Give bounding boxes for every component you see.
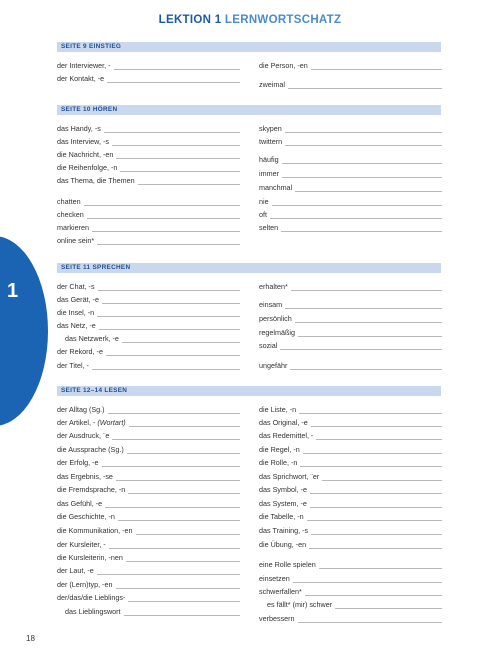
vocab-entry: das Ergebnis, -se: [57, 472, 240, 481]
vocab-entry: verbessern: [259, 614, 442, 623]
vocabulary-label: LERNWORTSCHATZ: [224, 14, 342, 26]
vocab-entry: die Regel, -n: [259, 445, 442, 454]
vocab-entry: das Original, -e: [259, 418, 442, 427]
vocab-entry: nie: [259, 197, 442, 206]
vocab-entry: die Rolle, -n: [259, 458, 442, 467]
section-heading: SEITE 10 HÖREN: [57, 105, 441, 115]
vocab-entry: einsam: [259, 300, 442, 309]
vocab-entry: der Kursleiter, -: [57, 540, 240, 549]
vocab-entry: chatten: [57, 197, 240, 206]
vocab-entry: sozial: [259, 341, 442, 350]
vocab-entry: der Interviewer, -: [57, 61, 240, 70]
vocab-entry: der Laut, -e: [57, 566, 240, 575]
vocab-entry: der (Lern)typ, -en: [57, 580, 240, 589]
vocab-entry: der Erfolg, -e: [57, 458, 240, 467]
vocab-entry: die Aussprache (Sg.): [57, 445, 240, 454]
vocab-entry: checken: [57, 210, 240, 219]
vocab-entry: der Ausdruck, ¨e: [57, 431, 240, 440]
vocab-entry: schwerfallen*: [259, 587, 442, 596]
vocab-entry: zweimal: [259, 80, 442, 89]
vocab-entry: das Gefühl, -e: [57, 499, 240, 508]
vocab-entry: das Netz, -e: [57, 321, 240, 330]
vocab-entry: die Nachricht, -en: [57, 150, 240, 159]
page-title: [0, 14, 500, 26]
vocab-entry: das System, -e: [259, 499, 442, 508]
vocab-entry: einsetzen: [259, 574, 442, 583]
vocab-entry: die Liste, -n: [259, 405, 442, 414]
vocab-entry: die Kursleiterin, -nen: [57, 553, 240, 562]
vocab-entry: der Chat, -s: [57, 282, 240, 291]
vocab-entry: das Gerät, -e: [57, 295, 240, 304]
vocab-entry: das Thema, die Themen: [57, 176, 240, 185]
vocab-entry: selten: [259, 223, 442, 232]
vocab-entry: das Interview, -s: [57, 137, 240, 146]
vocab-entry: die Insel, -n: [57, 308, 240, 317]
page-number: 18: [26, 634, 35, 643]
vocab-entry: persönlich: [259, 314, 442, 323]
section-heading: SEITE 12–14 LESEN: [57, 386, 441, 396]
vocab-entry: der Alltag (Sg.): [57, 405, 240, 414]
vocab-entry: der/das/die Lieblings-: [57, 593, 240, 602]
vocab-entry: online sein*: [57, 236, 240, 245]
vocab-entry: die Fremdsprache, -n: [57, 485, 240, 494]
vocab-entry: der Kontakt, -e: [57, 74, 240, 83]
vocab-entry: twittern: [259, 137, 442, 146]
vocab-entry: eine Rolle spielen: [259, 560, 442, 569]
vocab-entry: immer: [259, 169, 442, 178]
vocab-entry: der Rekord, -e: [57, 347, 240, 356]
vocab-entry: das Lieblingswort: [65, 607, 240, 616]
vocab-entry: die Geschichte, -n: [57, 512, 240, 521]
vocab-entry: die Person, -en: [259, 61, 442, 70]
vocab-entry: es fällt* (mir) schwer: [267, 600, 442, 609]
vocab-entry: die Tabelle, -n: [259, 512, 442, 521]
vocab-entry: häufig: [259, 155, 442, 164]
vocab-entry: das Sprichwort, ¨er: [259, 472, 442, 481]
vocab-entry: das Training, -s: [259, 526, 442, 535]
vocab-entry: manchmal: [259, 183, 442, 192]
vocab-entry: der Artikel, - (Wortart): [57, 418, 240, 427]
vocab-entry: die Kommunikation, -en: [57, 526, 240, 535]
vocab-entry: das Symbol, -e: [259, 485, 442, 494]
vocab-entry: erhalten*: [259, 282, 442, 291]
vocab-entry: die Übung, -en: [259, 540, 442, 549]
vocab-entry: das Handy, -s: [57, 124, 240, 133]
vocab-entry: das Netzwerk, -e: [65, 334, 240, 343]
vocab-entry: ungefähr: [259, 361, 442, 370]
section-heading: SEITE 9 EINSTIEG: [57, 42, 441, 52]
vocab-entry: skypen: [259, 124, 442, 133]
vocab-entry: die Reihenfolge, -n: [57, 163, 240, 172]
vocab-entry: markieren: [57, 223, 240, 232]
chapter-tab: [0, 236, 48, 426]
vocab-entry: der Titel, -: [57, 361, 240, 370]
lesson-label: LEKTION 1: [158, 14, 222, 26]
vocab-entry: regelmäßig: [259, 328, 442, 337]
vocab-entry: oft: [259, 210, 442, 219]
section-heading: SEITE 11 SPRECHEN: [57, 263, 441, 273]
chapter-tab-number: 1: [7, 280, 19, 302]
vocab-entry: das Redemittel, -: [259, 431, 442, 440]
